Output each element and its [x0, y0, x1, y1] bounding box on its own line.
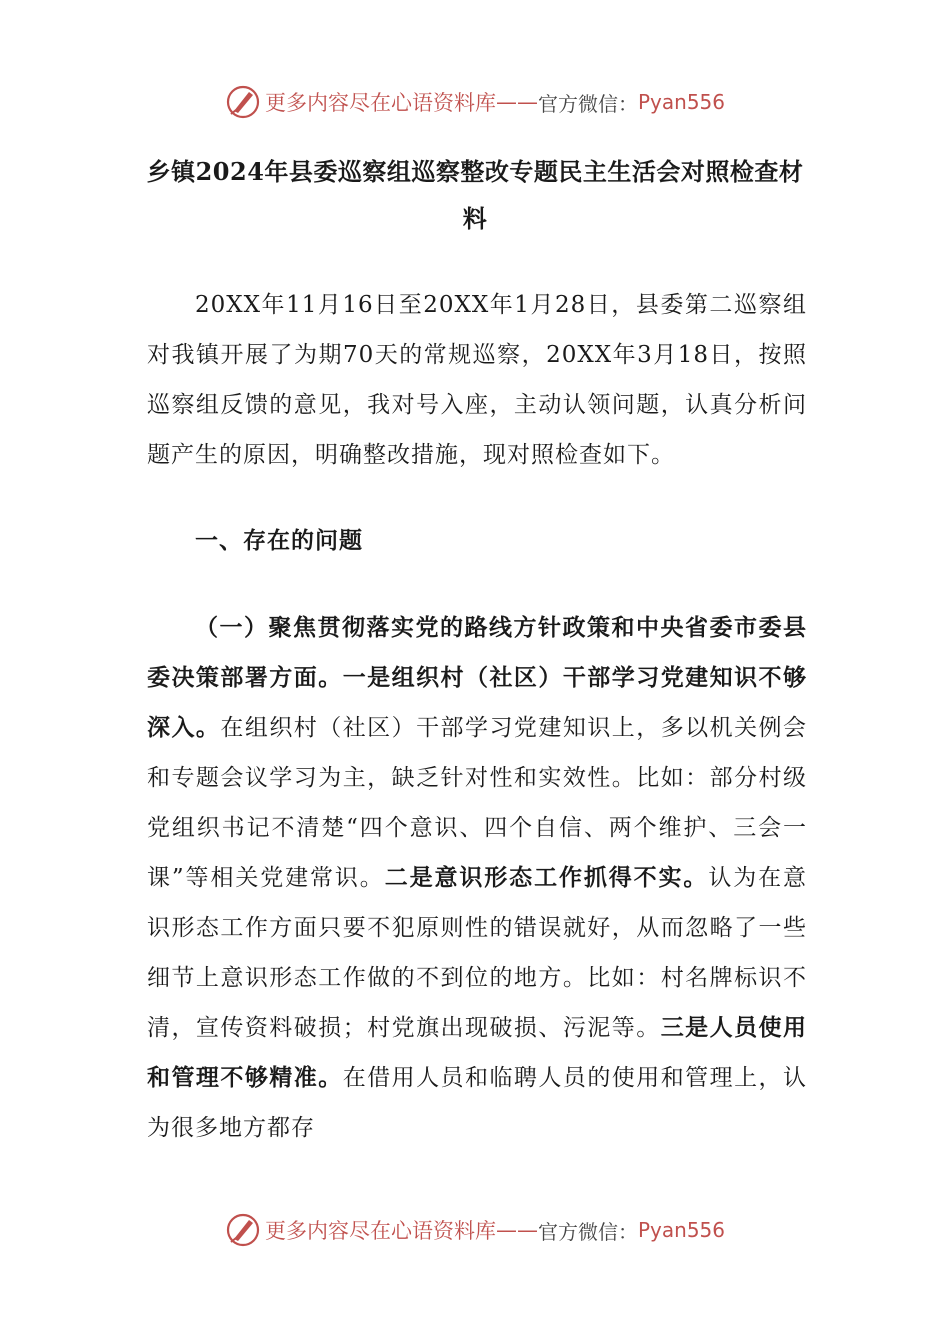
watermark-text: 更多内容尽在心语资料库 [264, 1219, 496, 1243]
point-3-text: 在借用人员和临聘人员的使用和管理上，认为很多地方都存 [147, 1065, 808, 1141]
intro-paragraph: 20XX年11月16日至20XX年1月28日，县委第二巡察组对我镇开展了为期70天的常规巡察，20XX年3月18日，按照巡察组反馈的意见，我对号入座，主动认领问题，认真分析问题产生的原因，明确整改措施，现对照检查如下。 [147, 292, 807, 468]
watermark-wechat-label: 官方微信： [537, 1219, 638, 1244]
point-1-text: 在组织村（社区）干部学习党建知识上，多以机关例会和专题会议学习为主，缺乏针对性和实效性。比如：部分村级党组织书记不清楚“四个意识、四个自信、两个维护、三会一课”等相关党建常识。 [147, 715, 808, 891]
section-heading: 一、存在的问题 [195, 527, 363, 554]
watermark-wechat-id: Pyan556 [637, 90, 725, 114]
point-2-text: 认为在意识形态工作方面只要不犯原则性的错误就好，从而忽略了一些细节上意识形态工作做的不到位的地方。比如：村名牌标识不清，宣传资料破损；村党旗出现破损、污泥等。 [147, 865, 808, 1041]
point-2-heading: 二是意识形态工作抓得不实。 [384, 864, 709, 891]
watermark-wechat-label: 官方微信： [537, 91, 638, 116]
watermark-dash: —— [495, 90, 538, 114]
quill-pen-icon [225, 84, 261, 120]
quill-pen-icon [225, 1212, 261, 1248]
point-3-heading: 三是人员使用和管理不够精准。 [147, 1014, 808, 1091]
document-title: 乡镇2024年县委巡察组巡察整改专题民主生活会对照检查材料 [146, 157, 804, 233]
point-1-heading: （一）聚焦贯彻落实党的路线方针政策和中央省委市委县委决策部署方面。一是组织村（社区）干部学习党建知识不够深入。 [147, 614, 807, 741]
watermark-footer [0, 1212, 950, 1248]
watermark-header [0, 84, 950, 120]
watermark-dash: —— [495, 1218, 538, 1242]
watermark-text: 更多内容尽在心语资料库 [264, 91, 496, 115]
problem-paragraph [147, 603, 807, 1153]
watermark-wechat-id: Pyan556 [637, 1218, 725, 1242]
